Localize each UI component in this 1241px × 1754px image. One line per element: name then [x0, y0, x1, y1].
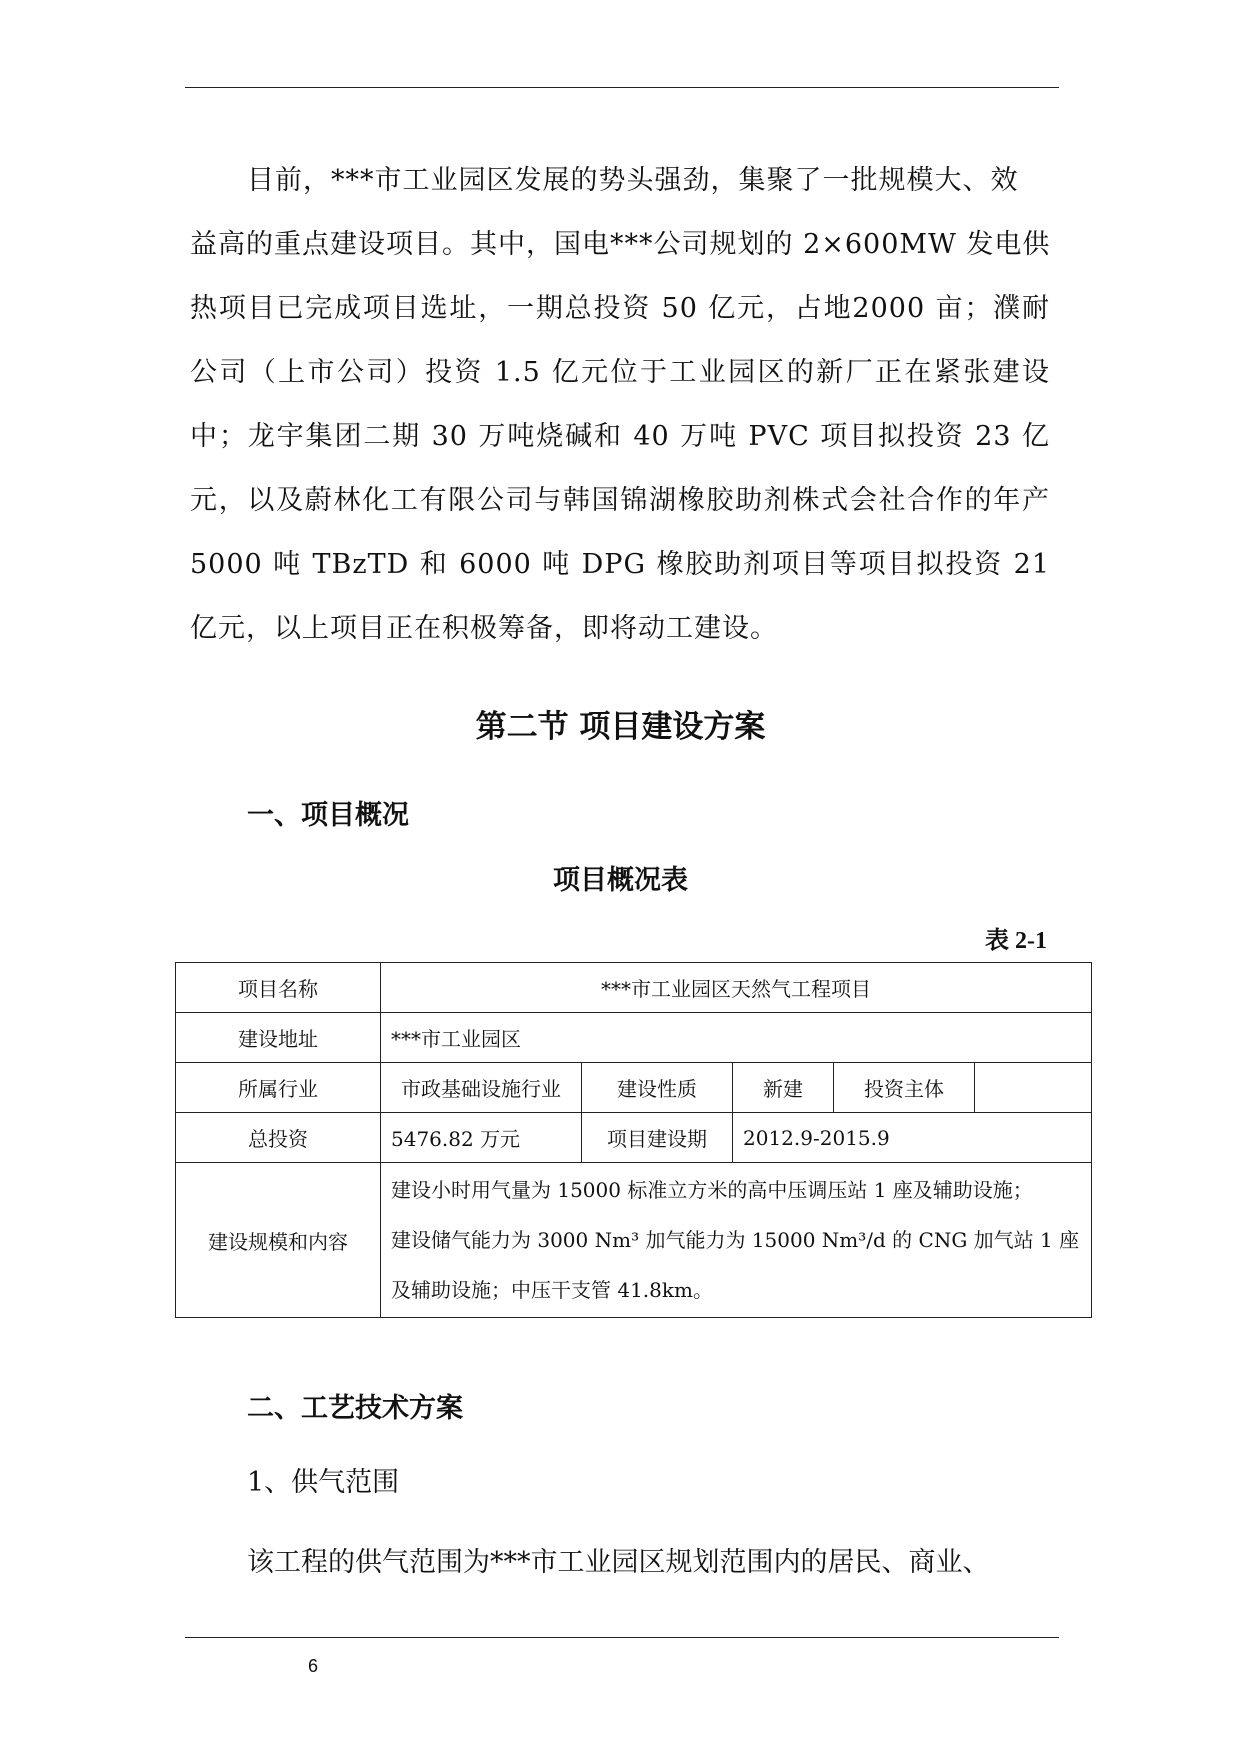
table-value: 5476.82 万元 [381, 1113, 582, 1163]
intro-line: 公司（上市公司）投资 1.5 亿元位于工业园区的新厂正在紧张建设 [190, 357, 1050, 388]
intro-line: 亿元，以上项目正在积极筹备，即将动工建设。 [190, 613, 778, 644]
intro-line: 目前，***市工业园区发展的势头强劲，集聚了一批规模大、效 [247, 165, 1019, 196]
table-value: ***市工业园区 [381, 1013, 1092, 1063]
scale-line: 及辅助设施；中压干支管 41.8km。 [391, 1278, 713, 1302]
table-row [176, 963, 1092, 1013]
intro-line: 益高的重点建设项目。其中，国电***公司规划的 2×600MW 发电供 [190, 229, 1051, 260]
table-value [381, 1163, 1092, 1318]
table-label: 项目建设期 [582, 1113, 733, 1163]
page-number: 6 [308, 1656, 319, 1676]
intro-line: 元，以及蔚林化工有限公司与韩国锦湖橡胶助剂株式会社合作的年产 [190, 485, 1050, 516]
table-value: ***市工业园区天然气工程项目 [381, 963, 1092, 1013]
scale-line: 建设储气能力为 3000 Nm³ 加气能力为 15000 Nm³/d 的 CNG 加气站 1 座 [391, 1228, 1080, 1252]
item-title-supply-range: 1、供气范围 [247, 1467, 400, 1498]
subsection-title-process: 二、工艺技术方案 [247, 1393, 463, 1424]
table-value [975, 1063, 1092, 1113]
intro-line: 5000 吨 TBzTD 和 6000 吨 DPG 橡胶助剂项目等项目拟投资 21 [190, 549, 1050, 580]
table-label: 建设地址 [176, 1013, 381, 1063]
table-row [176, 1063, 1092, 1113]
project-overview-table [175, 962, 1092, 1318]
table-label: 所属行业 [176, 1063, 381, 1113]
table-number: 表 2-1 [985, 928, 1047, 954]
table-label: 建设规模和内容 [176, 1163, 381, 1318]
table-row [176, 1113, 1092, 1163]
table-label: 项目名称 [176, 963, 381, 1013]
intro-line: 中；龙宇集团二期 30 万吨烧碱和 40 万吨 PVC 项目拟投资 23 亿 [190, 421, 1050, 452]
supply-range-text: 该工程的供气范围为***市工业园区规划范围内的居民、商业、 [247, 1547, 990, 1578]
table-caption: 项目概况表 [553, 865, 688, 896]
table-value: 市政基础设施行业 [381, 1063, 582, 1113]
scale-line: 建设小时用气量为 15000 标准立方米的高中压调压站 1 座及辅助设施； [391, 1178, 1033, 1202]
subsection-title-overview: 一、项目概况 [247, 800, 409, 831]
section-title: 第二节 项目建设方案 [475, 709, 766, 745]
header-rule [185, 87, 1059, 88]
intro-line: 热项目已完成项目选址，一期总投资 50 亿元，占地2000 亩；濮耐 [190, 293, 1050, 324]
table-value: 新建 [733, 1063, 834, 1113]
footer-rule [185, 1637, 1059, 1638]
table-row [176, 1163, 1092, 1318]
table-label: 建设性质 [582, 1063, 733, 1113]
table-value: 2012.9-2015.9 [733, 1113, 1092, 1163]
table-row [176, 1013, 1092, 1063]
table-label: 投资主体 [834, 1063, 975, 1113]
table-label: 总投资 [176, 1113, 381, 1163]
